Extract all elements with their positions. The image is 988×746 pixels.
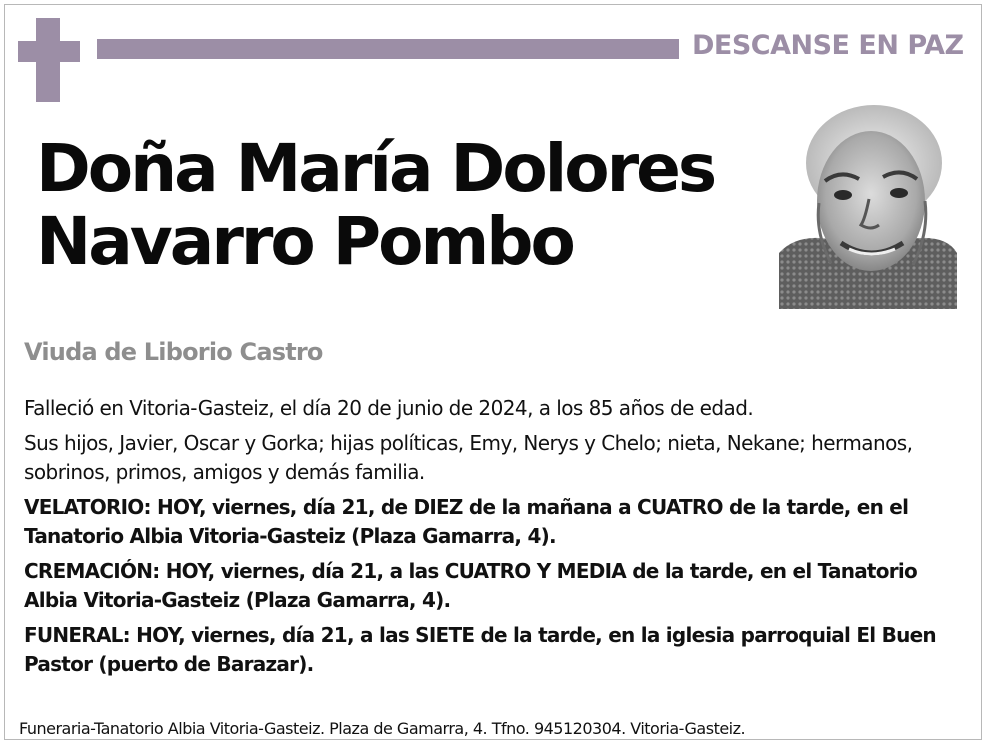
cremation-paragraph: CREMACIÓN: HOY, viernes, día 21, a las CUATRO Y MEDIA de la tarde, en el Tanatorio Albia Vitoria-Gasteiz (Plaza Gamarra, 4). — [24, 559, 917, 612]
funeral-paragraph: FUNERAL: HOY, viernes, día 21, a las SIETE de la tarde, en la iglesia parroquial El Buen Pastor (puerto de Barazar). — [24, 623, 936, 676]
family-paragraph: Sus hijos, Javier, Oscar y Gorka; hijas políticas, Emy, Nerys y Chelo; nieta, Nekane; hermanos, sobrinos, primos, amigos y demás familia. — [24, 431, 913, 484]
header-label: DESCANSE EN PAZ — [692, 30, 964, 61]
spouse-line: Viuda de Liborio Castro — [24, 338, 323, 366]
death-paragraph: Falleció en Vitoria-Gasteiz, el día 20 de junio de 2024, a los 85 años de edad. — [24, 396, 754, 420]
portrait-photo — [779, 103, 957, 309]
wake-paragraph: VELATORIO: HOY, viernes, día 21, de DIEZ de la mañana a CUATRO de la tarde, en el Tanatorio Albia Vitoria-Gasteiz (Plaza Gamarra, 4). — [24, 495, 909, 548]
funeral-home-footer: Funeraria-Tanatorio Albia Vitoria-Gasteiz. Plaza de Gamarra, 4. Tfno. 945120304. Vitoria-Gasteiz. — [19, 719, 746, 738]
header-rule — [97, 39, 679, 59]
name-line-2: Navarro Pombo — [36, 203, 573, 280]
portrait-illustration — [779, 103, 957, 309]
name-line-1: Doña María Dolores — [36, 130, 715, 207]
deceased-name — [36, 132, 714, 278]
cross-horizontal-bar — [18, 41, 80, 62]
notice-body — [24, 394, 974, 685]
